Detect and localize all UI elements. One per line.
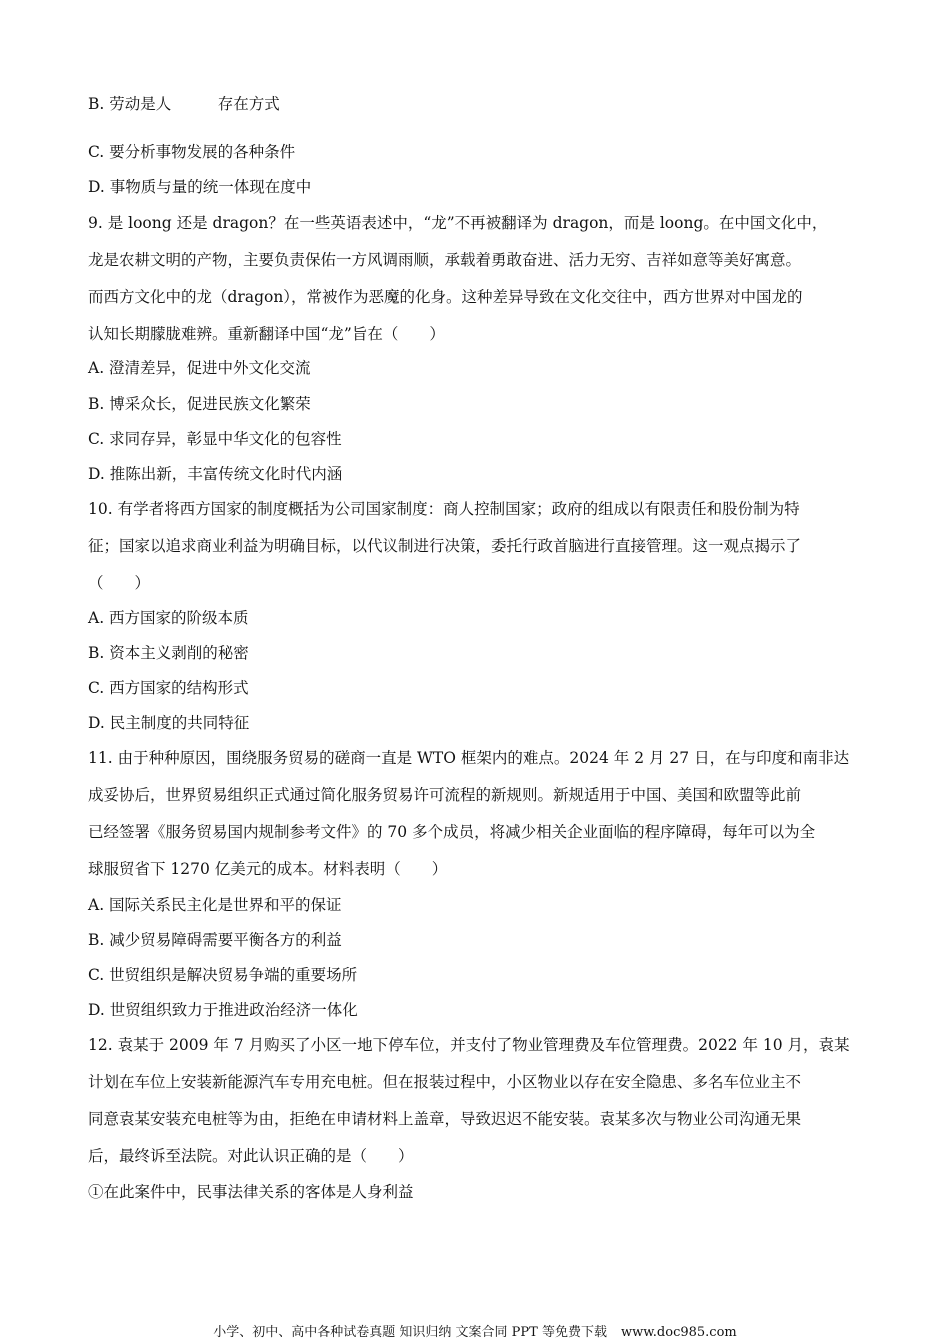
option-10b: B. 资本主义剥削的秘密 [88,644,249,662]
option-8b: B. 劳动是人 存在方式 [88,95,280,113]
question-12-line-4: 后，最终诉至法院。对此认识正确的是（ ） [88,1147,414,1165]
option-11c: C. 世贸组织是解决贸易争端的重要场所 [88,966,358,984]
option-11b: B. 减少贸易障碍需要平衡各方的利益 [88,931,342,949]
option-9d: D. 推陈出新，丰富传统文化时代内涵 [88,465,343,483]
question-10-line-3: （ ） [88,574,151,592]
question-9-line-4: 认知长期朦胧难辨。重新翻译中国“龙”旨在（ ） [88,325,445,343]
question-11-line-2: 成妥协后，世界贸易组织正式通过简化服务贸易许可流程的新规则。新规适用于中国、美国和欧盟等此前 [88,786,802,804]
option-9c: C. 求同存异，彰显中华文化的包容性 [88,430,342,448]
question-11-line-4: 球服贸省下 1270 亿美元的成本。材料表明（ ） [88,860,448,878]
question-12-line-2: 计划在车位上安装新能源汽车专用充电桩。但在报装过程中，小区物业以存在安全隐患、多名车位业主不 [88,1073,802,1091]
question-12-line-3: 同意袁某安装充电桩等为由，拒绝在申请材料上盖章，导致迟迟不能安装。袁某多次与物业公司沟通无果 [88,1110,802,1128]
question-11-line-1: 11. 由于种种原因，围绕服务贸易的磋商一直是 WTO 框架内的难点。2024 年 2 月 27 日，在与印度和南非达 [88,749,850,767]
footer-text: 小学、初中、高中各种试卷真题 知识归纳 文案合同 PPT 等免费下载 [213,1325,607,1340]
option-9b: B. 博采众长，促进民族文化繁荣 [88,395,311,413]
option-10c: C. 西方国家的结构形式 [88,679,249,697]
statement-12-1: ①在此案件中，民事法律关系的客体是人身利益 [88,1183,414,1201]
question-12-line-1: 12. 袁某于 2009 年 7 月购买了小区一地下停车位，并支付了物业管理费及车位管理费。2022 年 10 月，袁某 [88,1036,850,1054]
option-11a: A. 国际关系民主化是世界和平的保证 [88,896,342,914]
question-9-line-2: 龙是农耕文明的产物，主要负责保佑一方风调雨顺，承载着勇敢奋进、活力无穷、吉祥如意等美好寓意。 [88,251,802,269]
question-11-line-3: 已经签署《服务贸易国内规制参考文件》的 70 多个成员，将减少相关企业面临的程序障碍，每年可以为全 [88,823,816,841]
question-10-line-2: 征；国家以追求商业利益为明确目标，以代议制进行决策，委托行政首脑进行直接管理。这一观点揭示了 [88,537,802,555]
footer-url[interactable]: www.doc985.com [620,1325,737,1340]
option-8c: C. 要分析事物发展的各种条件 [88,143,296,161]
question-9-line-3: 而西方文化中的龙（dragon），常被作为恶魔的化身。这种差异导致在文化交往中，西方世界对中国龙的 [88,288,803,306]
option-11d: D. 世贸组织致力于推进政治经济一体化 [88,1001,358,1019]
page-footer [0,1325,950,1341]
question-10-line-1: 10. 有学者将西方国家的制度概括为公司国家制度：商人控制国家；政府的组成以有限责任和股份制为特 [88,500,800,518]
option-9a: A. 澄清差异，促进中外文化交流 [88,359,311,377]
option-10a: A. 西方国家的阶级本质 [88,609,249,627]
option-8d: D. 事物质与量的统一体现在度中 [88,178,312,196]
option-10d: D. 民主制度的共同特征 [88,714,250,732]
question-9-line-1: 9. 是 loong 还是 dragon？在一些英语表述中，“龙”不再被翻译为 dragon，而是 loong。在中国文化中， [88,214,828,232]
